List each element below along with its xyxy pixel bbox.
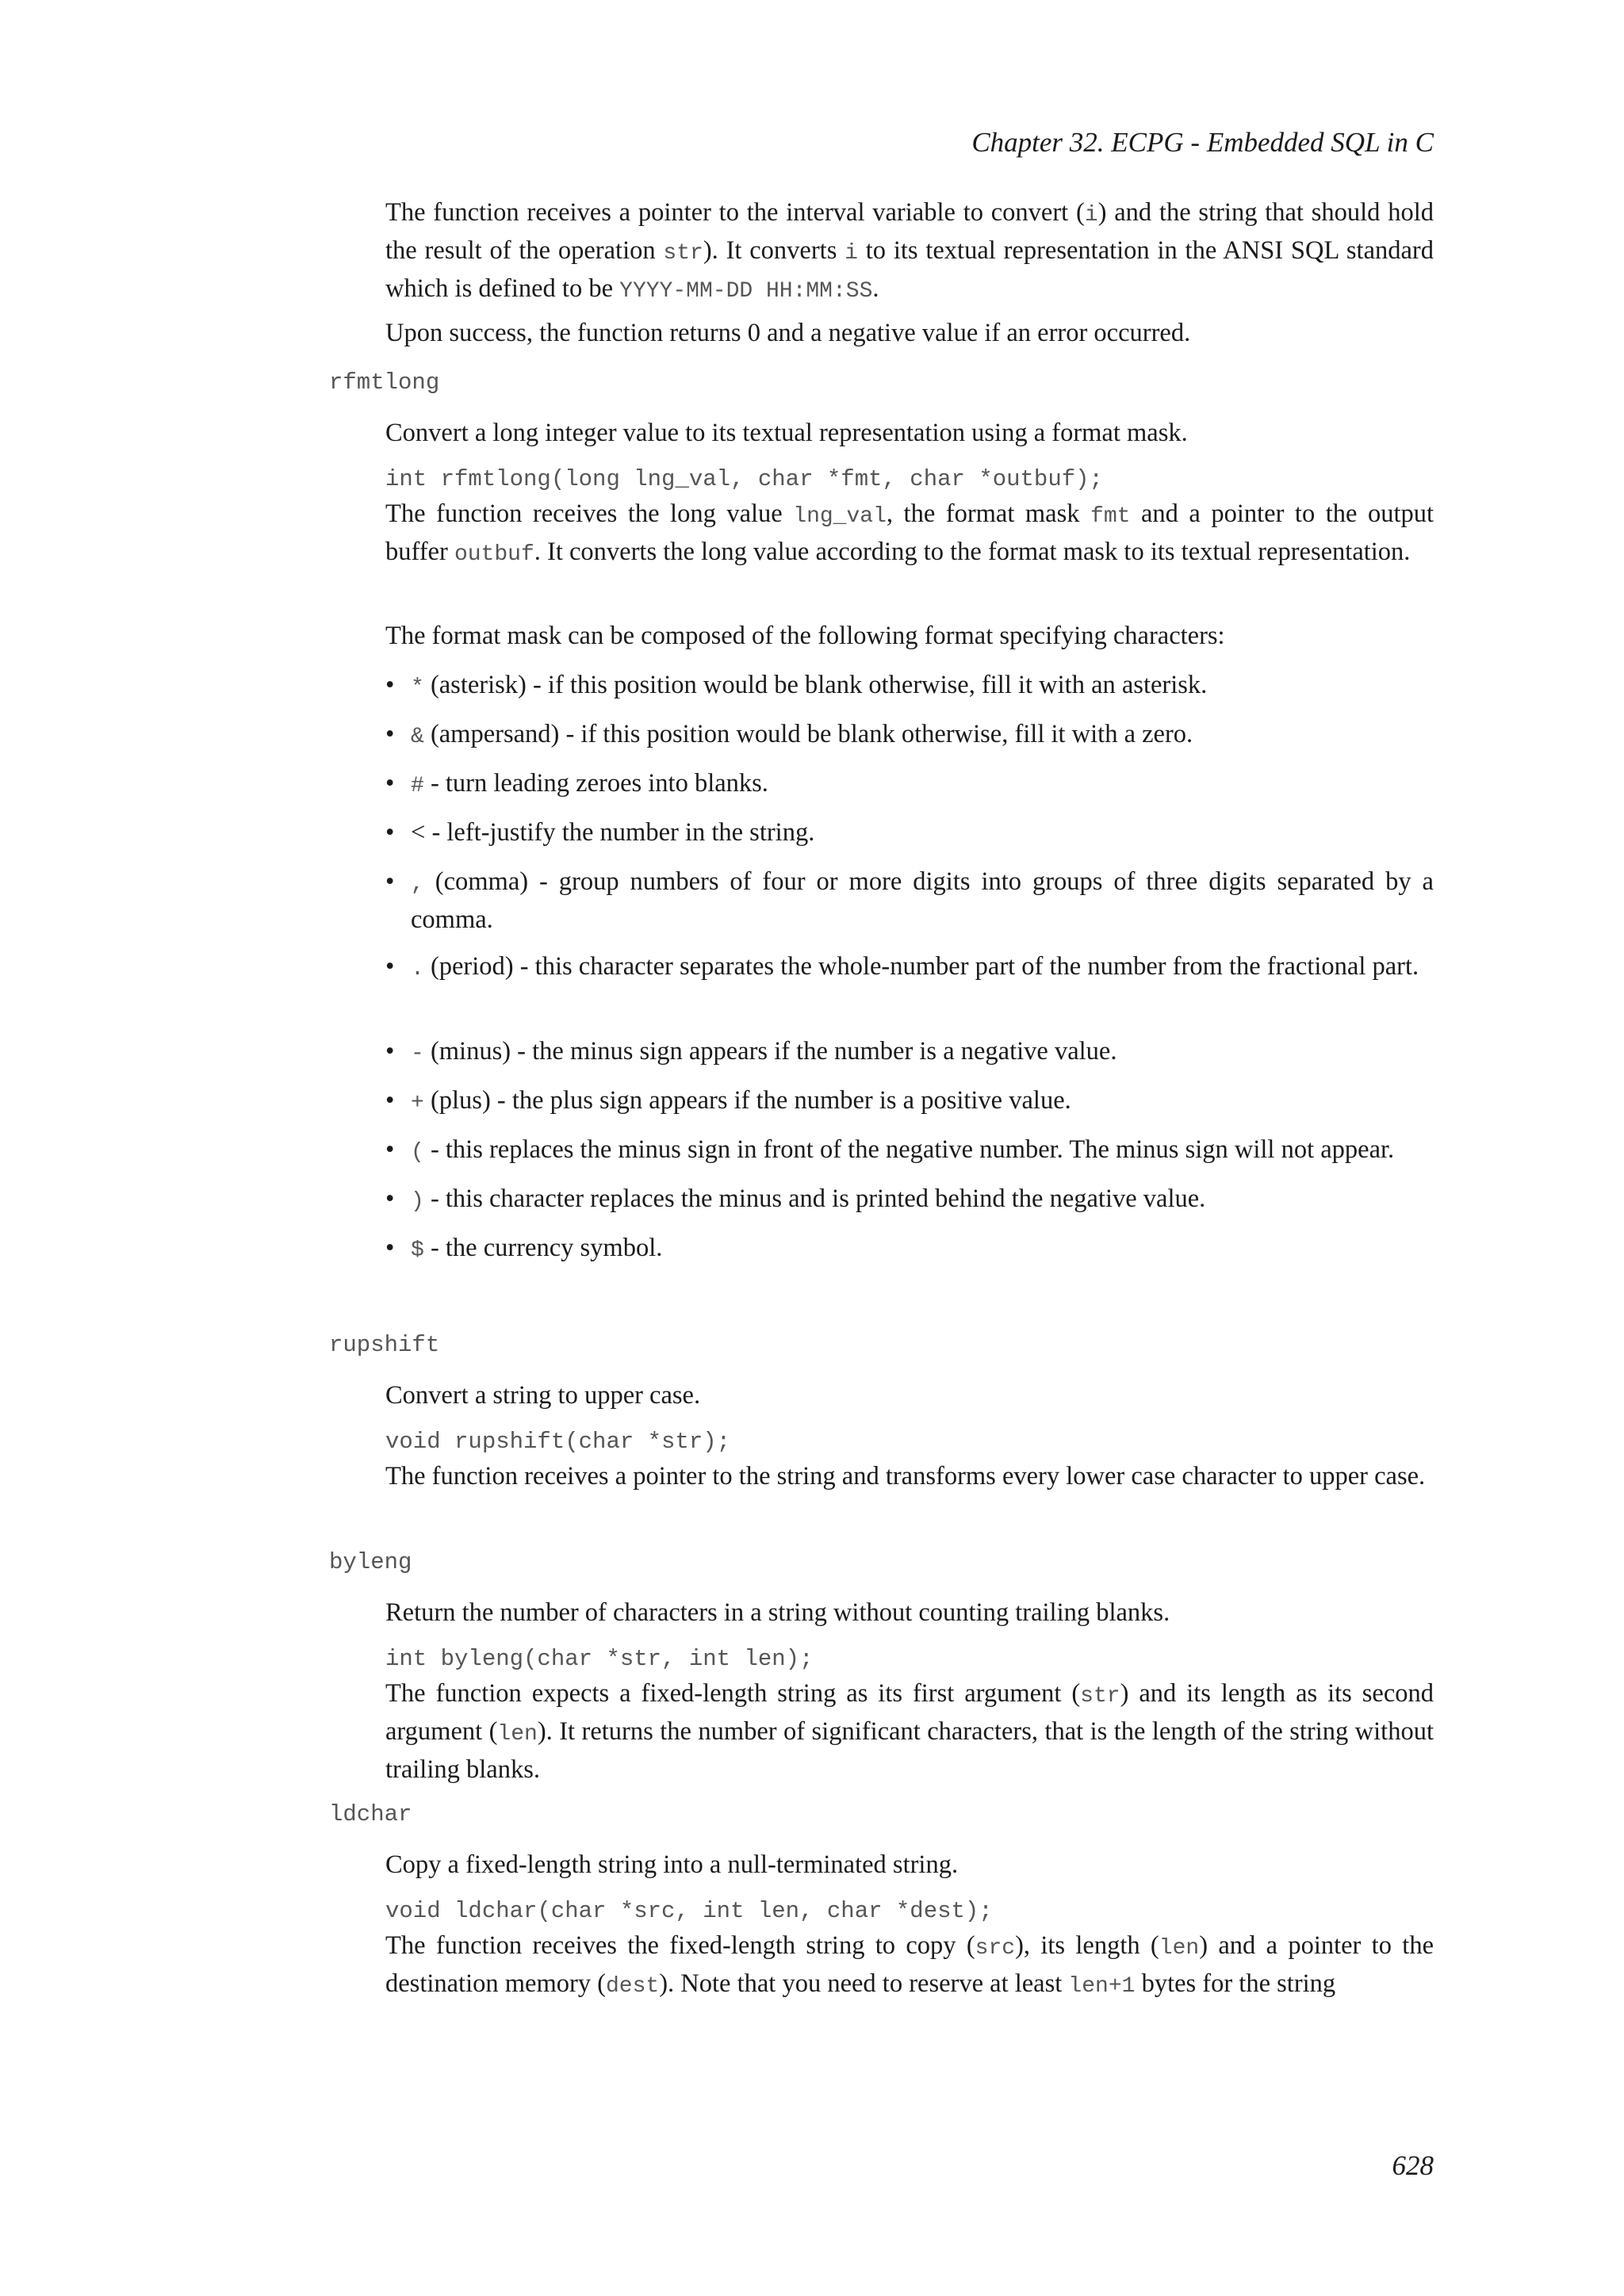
inline-code: str xyxy=(1080,1684,1120,1709)
return-value-paragraph: Upon success, the function returns 0 and a negative value if an error occurred. xyxy=(385,319,1191,347)
list-item: • < - left-justify the number in the string. xyxy=(385,818,815,847)
inline-code: len+1 xyxy=(1068,1974,1136,1999)
inline-code: YYYY-MM-DD HH:MM:SS xyxy=(619,279,873,304)
rupshift-synopsis: void rupshift(char *str); xyxy=(385,1429,731,1455)
list-item: • & (ampersand) - if this position would be blank otherwise, fill it with a zero. xyxy=(385,720,1193,749)
list-item: • - (minus) - the minus sign appears if the number is a negative value. xyxy=(385,1037,1117,1066)
inline-code: i xyxy=(1084,203,1098,228)
inline-code: , xyxy=(411,872,424,897)
inline-code: src xyxy=(975,1936,1016,1961)
term-byleng: byleng xyxy=(329,1549,412,1575)
inline-code: i xyxy=(845,241,858,266)
inline-code: ) xyxy=(411,1189,424,1214)
ldchar-synopsis: void ldchar(char *src, int len, char *dest); xyxy=(385,1898,993,1924)
inline-code: # xyxy=(411,774,424,798)
term-rupshift: rupshift xyxy=(329,1332,440,1358)
byleng-body: The function expects a fixed-length string as its first argument (str) and its length as its second argument (len). It returns the number of significant characters, that is the length of the string without trailing blanks. xyxy=(385,1679,1434,1784)
list-item: • , (comma) - group numbers of four or more digits into groups of three digits separated by a comma. xyxy=(385,867,1434,934)
page-number: 628 xyxy=(1392,2150,1434,2181)
intro-paragraph: The function receives a pointer to the interval variable to convert (i) and the string that should hold the result of the operation str). It converts i to its textual representation in the ANSI SQL standard which is defined to be YYYY-MM-DD HH:MM:SS. xyxy=(385,198,1434,304)
ldchar-body: The function receives the fixed-length string to copy (src), its length (len) and a pointer to the destination memory (dest). Note that you need to reserve at least len+1 bytes for the string xyxy=(385,1931,1434,1999)
rupshift-body: The function receives a pointer to the string and transforms every lower case character to upper case. xyxy=(385,1462,1426,1490)
inline-code: & xyxy=(411,725,424,749)
list-item: • # - turn leading zeroes into blanks. xyxy=(385,769,768,798)
inline-code: fmt xyxy=(1090,504,1131,529)
rfmtlong-body: The function receives the long value lng_val, the format mask fmt and a pointer to the output buffer outbuf. It converts the long value according to the format mask to its textual representation. xyxy=(385,499,1434,567)
list-item: • ( - this replaces the minus sign in front of the negative number. The minus sign will not appear. xyxy=(385,1135,1395,1165)
inline-code: lng_val xyxy=(793,504,887,529)
inline-code: * xyxy=(411,675,424,700)
inline-code: ( xyxy=(411,1140,424,1165)
inline-code: len xyxy=(497,1722,538,1747)
inline-code: str xyxy=(663,241,703,266)
format-mask-intro: The format mask can be composed of the following format specifying characters: xyxy=(385,622,1225,650)
list-item: • + (plus) - the plus sign appears if the number is a positive value. xyxy=(385,1086,1071,1115)
inline-code: - xyxy=(411,1042,424,1066)
rupshift-description: Convert a string to upper case. xyxy=(385,1381,701,1410)
byleng-synopsis: int byleng(char *str, int len); xyxy=(385,1646,814,1672)
byleng-description: Return the number of characters in a string without counting trailing blanks. xyxy=(385,1598,1170,1627)
ldchar-description: Copy a fixed-length string into a null-terminated string. xyxy=(385,1850,959,1879)
term-ldchar: ldchar xyxy=(329,1801,412,1827)
inline-code: dest xyxy=(606,1974,660,1999)
list-item: • * (asterisk) - if this position would be blank otherwise, fill it with an asterisk. xyxy=(385,671,1208,700)
inline-code: outbuf xyxy=(454,542,534,567)
rfmtlong-description: Convert a long integer value to its textual representation using a format mask. xyxy=(385,419,1188,447)
inline-code: len xyxy=(1159,1936,1200,1961)
term-rfmtlong: rfmtlong xyxy=(329,369,440,396)
inline-code: . xyxy=(411,957,424,982)
inline-code: $ xyxy=(411,1238,424,1263)
list-item: • ) - this character replaces the minus and is printed behind the negative value. xyxy=(385,1184,1206,1214)
rfmtlong-synopsis: int rfmtlong(long lng_val, char *fmt, char *outbuf); xyxy=(385,466,1103,492)
inline-code: + xyxy=(411,1091,424,1115)
list-item: • . (period) - this character separates the whole-number part of the number from the fractional part. xyxy=(385,952,1419,982)
list-item: • $ - the currency symbol. xyxy=(385,1234,663,1263)
running-header: Chapter 32. ECPG - Embedded SQL in C xyxy=(971,127,1434,158)
